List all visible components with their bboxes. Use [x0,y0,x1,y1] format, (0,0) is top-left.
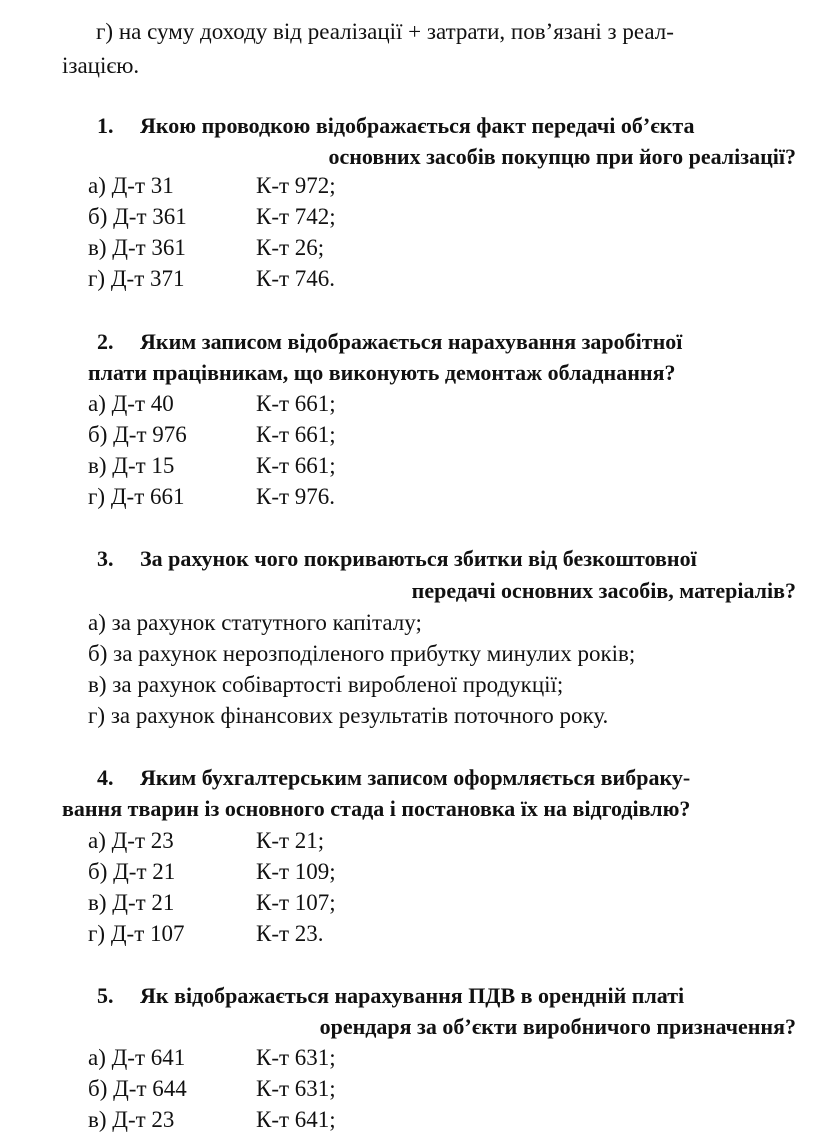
q2-answer-a-debit: а) Д-т 40 [88,391,174,416]
q4-answer-b-debit: б) Д-т 21 [88,859,176,884]
q1-answer-c-credit: К-т 26; [256,235,325,260]
q1-answer-d-credit: К-т 746. [256,266,336,291]
q1-answer-b-debit: б) Д-т 361 [88,204,187,229]
q3-answer-b: б) за рахунок нерозподіленого прибутку минулих років; [88,641,636,666]
q1-answer-a-debit: а) Д-т 31 [88,173,174,198]
q1-answer-d-debit: г) Д-т 371 [88,266,185,291]
question-3-line-1: За рахунок чого покриваються збитки від безкоштовної [140,546,697,571]
intro-line-2: ізацією. [62,53,140,78]
q5-answer-b-debit: б) Д-т 644 [88,1076,187,1101]
q2-answer-d-debit: г) Д-т 661 [88,484,185,509]
q4-answer-a-debit: а) Д-т 23 [88,828,174,853]
question-5-line-1: Як відображається нарахування ПДВ в орендній платі [140,983,685,1008]
q3-answer-d: г) за рахунок фінансових результатів поточного року. [88,703,609,728]
q5-answer-a-credit: К-т 631; [256,1045,336,1070]
q4-answer-a-credit: К-т 21; [256,828,325,853]
q5-answer-b-credit: К-т 631; [256,1076,336,1101]
question-3-line-2: передачі основних засобів, матеріалів? [411,578,796,603]
q2-answer-c-debit: в) Д-т 15 [88,453,175,478]
q4-answer-b-credit: К-т 109; [256,859,336,884]
q2-answer-b-debit: б) Д-т 976 [88,422,187,447]
q2-answer-d-credit: К-т 976. [256,484,336,509]
question-4-line-1: Яким бухгалтерським записом оформляється вибраку- [140,765,691,790]
q1-answer-c-debit: в) Д-т 361 [88,235,186,260]
q1-answer-b-credit: К-т 742; [256,204,336,229]
question-2-line-1: Яким записом відображається нарахування заробітної [140,329,683,354]
q1-answer-a-credit: К-т 972; [256,173,336,198]
question-1-number: 1. [97,113,114,138]
intro-line-1: г) на суму доходу від реалізації + затрати, пов’язані з реал- [96,19,674,44]
q4-answer-d-debit: г) Д-т 107 [88,921,185,946]
q3-answer-a: а) за рахунок статутного капіталу; [88,610,422,635]
q4-answer-c-debit: в) Д-т 21 [88,890,175,915]
q4-answer-c-credit: К-т 107; [256,890,336,915]
question-2-number: 2. [97,329,114,354]
q5-answer-a-debit: а) Д-т 641 [88,1045,186,1070]
q2-answer-b-credit: К-т 661; [256,422,336,447]
q5-answer-c-debit: в) Д-т 23 [88,1107,175,1132]
question-4-number: 4. [97,765,114,790]
question-1-line-1: Якою проводкою відображається факт передачі об’єкта [140,113,695,138]
q4-answer-d-credit: К-т 23. [256,921,324,946]
q5-answer-c-credit: К-т 641; [256,1107,336,1132]
question-4-line-2: вання тварин із основного стада і постановка їх на відгодівлю? [62,796,691,821]
question-1-line-2: основних засобів покупцю при його реалізації? [328,144,796,169]
question-5-number: 5. [97,983,114,1008]
question-3-number: 3. [97,546,114,571]
q2-answer-a-credit: К-т 661; [256,391,336,416]
q2-answer-c-credit: К-т 661; [256,453,336,478]
question-5-line-2: орендаря за об’єкти виробничого призначення? [319,1014,796,1039]
question-2-line-2: плати працівникам, що виконують демонтаж обладнання? [88,360,676,385]
q3-answer-c: в) за рахунок собівартості виробленої продукції; [88,672,564,697]
